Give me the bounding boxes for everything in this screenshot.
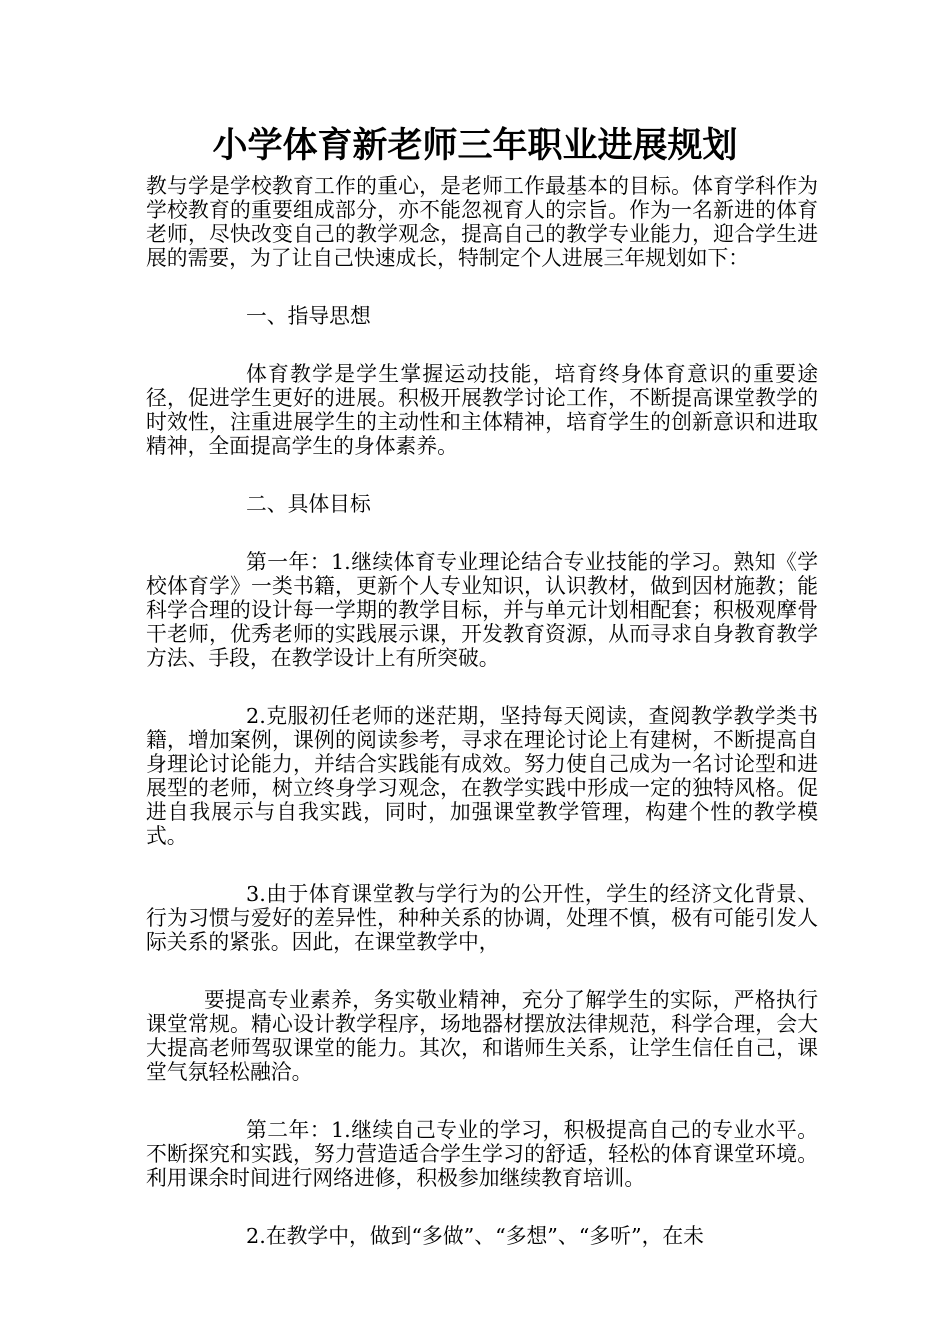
year-one-item-1-paragraph: 第一年：1.继续体育专业理论结合专业技能的学习。熟知《学校体育学》一类书籍，更新个人专业知识，认识教材，做到因材施教；能科学合理的设计每一学期的教学目标，并与单元计划相配套；积极观摩骨干老师，优秀老师的实践展示课，开发教育资源，从而寻求自身教育教学方法、手段，在教学设计上有所突破。 bbox=[146, 550, 818, 670]
year-two-item-1-paragraph: 第二年：1.继续自己专业的学习，积极提高自己的专业水平。不断探究和实践，努力营造适合学生学习的舒适，轻松的体育课堂环境。利用课余时间进行网络进修，积极参加继续教育培训。 bbox=[146, 1118, 818, 1190]
year-one-item-3-paragraph: 3.由于体育课堂教与学行为的公开性，学生的经济文化背景、行为习惯与爱好的差异性，种种关系的协调，处理不慎，极有可能引发人际关系的紧张。因此，在课堂教学中， bbox=[146, 882, 818, 954]
document-title: 小学体育新老师三年职业进展规划 bbox=[212, 126, 738, 166]
year-two-item-2-paragraph: 2.在教学中，做到“多做”、“多想”、“多听”，在未 bbox=[246, 1224, 704, 1248]
year-one-item-3-continued-paragraph: 要提高专业素养，务实敬业精神，充分了解学生的实际，严格执行课堂常规。精心设计教学程序，场地器材摆放法律规范，科学合理，会大大提高老师驾驭课堂的能力。其次，和谐师生关系，让学生信任自己，课堂气氛轻松融洽。 bbox=[146, 988, 818, 1084]
section-heading-specific-goals: 二、具体目标 bbox=[246, 492, 371, 516]
document-body bbox=[146, 174, 818, 1282]
intro-paragraph: 教与学是学校教育工作的重心，是老师工作最基本的目标。体育学科作为学校教育的重要组成部分，亦不能忽视育人的宗旨。作为一名新进的体育老师，尽快改变自己的教学观念，提高自己的教学专业能力，迎合学生进展的需要，为了让自己快速成长，特制定个人进展三年规划如下： bbox=[146, 174, 818, 270]
year-one-item-2-paragraph: 2.克服初任老师的迷茫期，坚持每天阅读，查阅教学教学类书籍，增加案例，课例的阅读参考，寻求在理论讨论上有建树，不断提高自身理论讨论能力，并结合实践能有成效。努力使自己成为一名讨论型和进展型的老师，树立终身学习观念，在教学实践中形成一定的独特风格。促进自我展示与自我实践，同时，加强课堂教学管理，构建个性的教学模式。 bbox=[146, 704, 818, 848]
guiding-ideology-paragraph: 体育教学是学生掌握运动技能，培育终身体育意识的重要途径，促进学生更好的进展。积极开展教学讨论工作，不断提高课堂教学的时效性，注重进展学生的主动性和主体精神，培育学生的创新意识和进取精神，全面提高学生的身体素养。 bbox=[146, 362, 818, 458]
section-heading-guiding-ideology: 一、指导思想 bbox=[246, 304, 371, 328]
